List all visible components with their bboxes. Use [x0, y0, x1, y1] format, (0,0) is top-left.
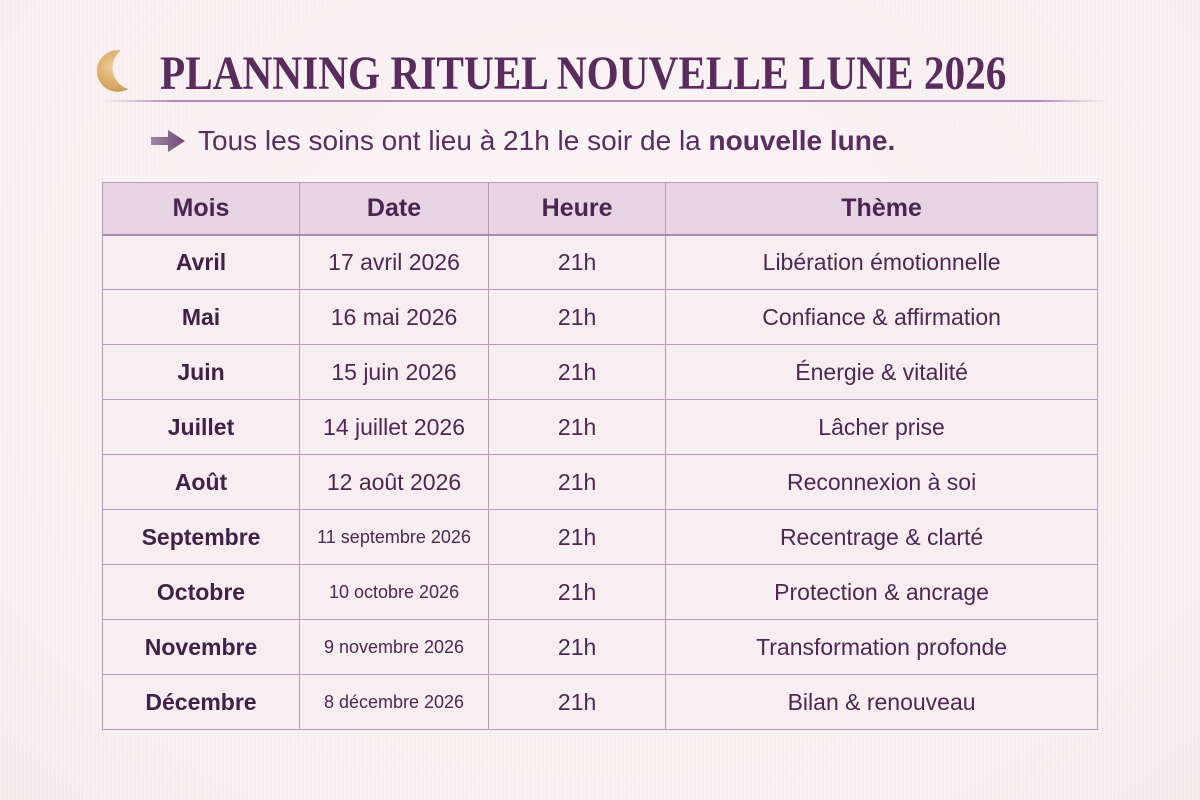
- right-arrow-icon: [150, 128, 186, 154]
- header-date: Date: [300, 183, 489, 235]
- mois-cell: Août: [103, 455, 300, 510]
- date-cell: 8 décembre 2026: [300, 675, 489, 730]
- header-mois: Mois: [103, 183, 300, 235]
- theme-cell: Libération émotionnelle: [666, 235, 1098, 290]
- crescent-moon-icon: [96, 42, 146, 100]
- heure-cell: 21h: [489, 510, 666, 565]
- mois-cell: Juillet: [103, 400, 300, 455]
- subtitle-text: [198, 122, 895, 160]
- header-heure: Heure: [489, 183, 666, 235]
- page-title: PLANNING RITUEL NOUVELLE LUNE 2026: [160, 47, 1007, 100]
- mois-cell: Novembre: [103, 620, 300, 675]
- date-cell: 16 mai 2026: [300, 290, 489, 345]
- date-cell: 14 juillet 2026: [300, 400, 489, 455]
- table-row: [103, 235, 1098, 290]
- theme-cell: Bilan & renouveau: [666, 675, 1098, 730]
- planning-table: [102, 182, 1098, 730]
- heure-cell: 21h: [489, 455, 666, 510]
- theme-cell: Reconnexion à soi: [666, 455, 1098, 510]
- mois-cell: Septembre: [103, 510, 300, 565]
- theme-cell: Lâcher prise: [666, 400, 1098, 455]
- header-theme: Thème: [666, 183, 1098, 235]
- table-row: [103, 455, 1098, 510]
- table-row: [103, 345, 1098, 400]
- date-cell: 12 août 2026: [300, 455, 489, 510]
- date-cell: 11 septembre 2026: [300, 510, 489, 565]
- mois-cell: Mai: [103, 290, 300, 345]
- theme-cell: Confiance & affirmation: [666, 290, 1098, 345]
- table-header-row: [103, 183, 1098, 235]
- table-row: [103, 510, 1098, 565]
- table-row: [103, 620, 1098, 675]
- subtitle-prefix: Tous les soins ont lieu à 21h le soir de la: [198, 125, 709, 156]
- title-divider: [104, 100, 1106, 102]
- heure-cell: 21h: [489, 565, 666, 620]
- table-row: [103, 290, 1098, 345]
- heure-cell: 21h: [489, 400, 666, 455]
- date-cell: 15 juin 2026: [300, 345, 489, 400]
- heure-cell: 21h: [489, 345, 666, 400]
- theme-cell: Recentrage & clarté: [666, 510, 1098, 565]
- theme-cell: Énergie & vitalité: [666, 345, 1098, 400]
- table-row: [103, 675, 1098, 730]
- table-row: [103, 565, 1098, 620]
- heure-cell: 21h: [489, 235, 666, 290]
- mois-cell: Décembre: [103, 675, 300, 730]
- subtitle-emphasis: nouvelle lune.: [708, 125, 896, 156]
- date-cell: 10 octobre 2026: [300, 565, 489, 620]
- heure-cell: 21h: [489, 290, 666, 345]
- theme-cell: Transformation profonde: [666, 620, 1098, 675]
- heure-cell: 21h: [489, 675, 666, 730]
- date-cell: 9 novembre 2026: [300, 620, 489, 675]
- mois-cell: Juin: [103, 345, 300, 400]
- heure-cell: 21h: [489, 620, 666, 675]
- table-row: [103, 400, 1098, 455]
- theme-cell: Protection & ancrage: [666, 565, 1098, 620]
- mois-cell: Octobre: [103, 565, 300, 620]
- date-cell: 17 avril 2026: [300, 235, 489, 290]
- subtitle: [150, 122, 895, 160]
- mois-cell: Avril: [103, 235, 300, 290]
